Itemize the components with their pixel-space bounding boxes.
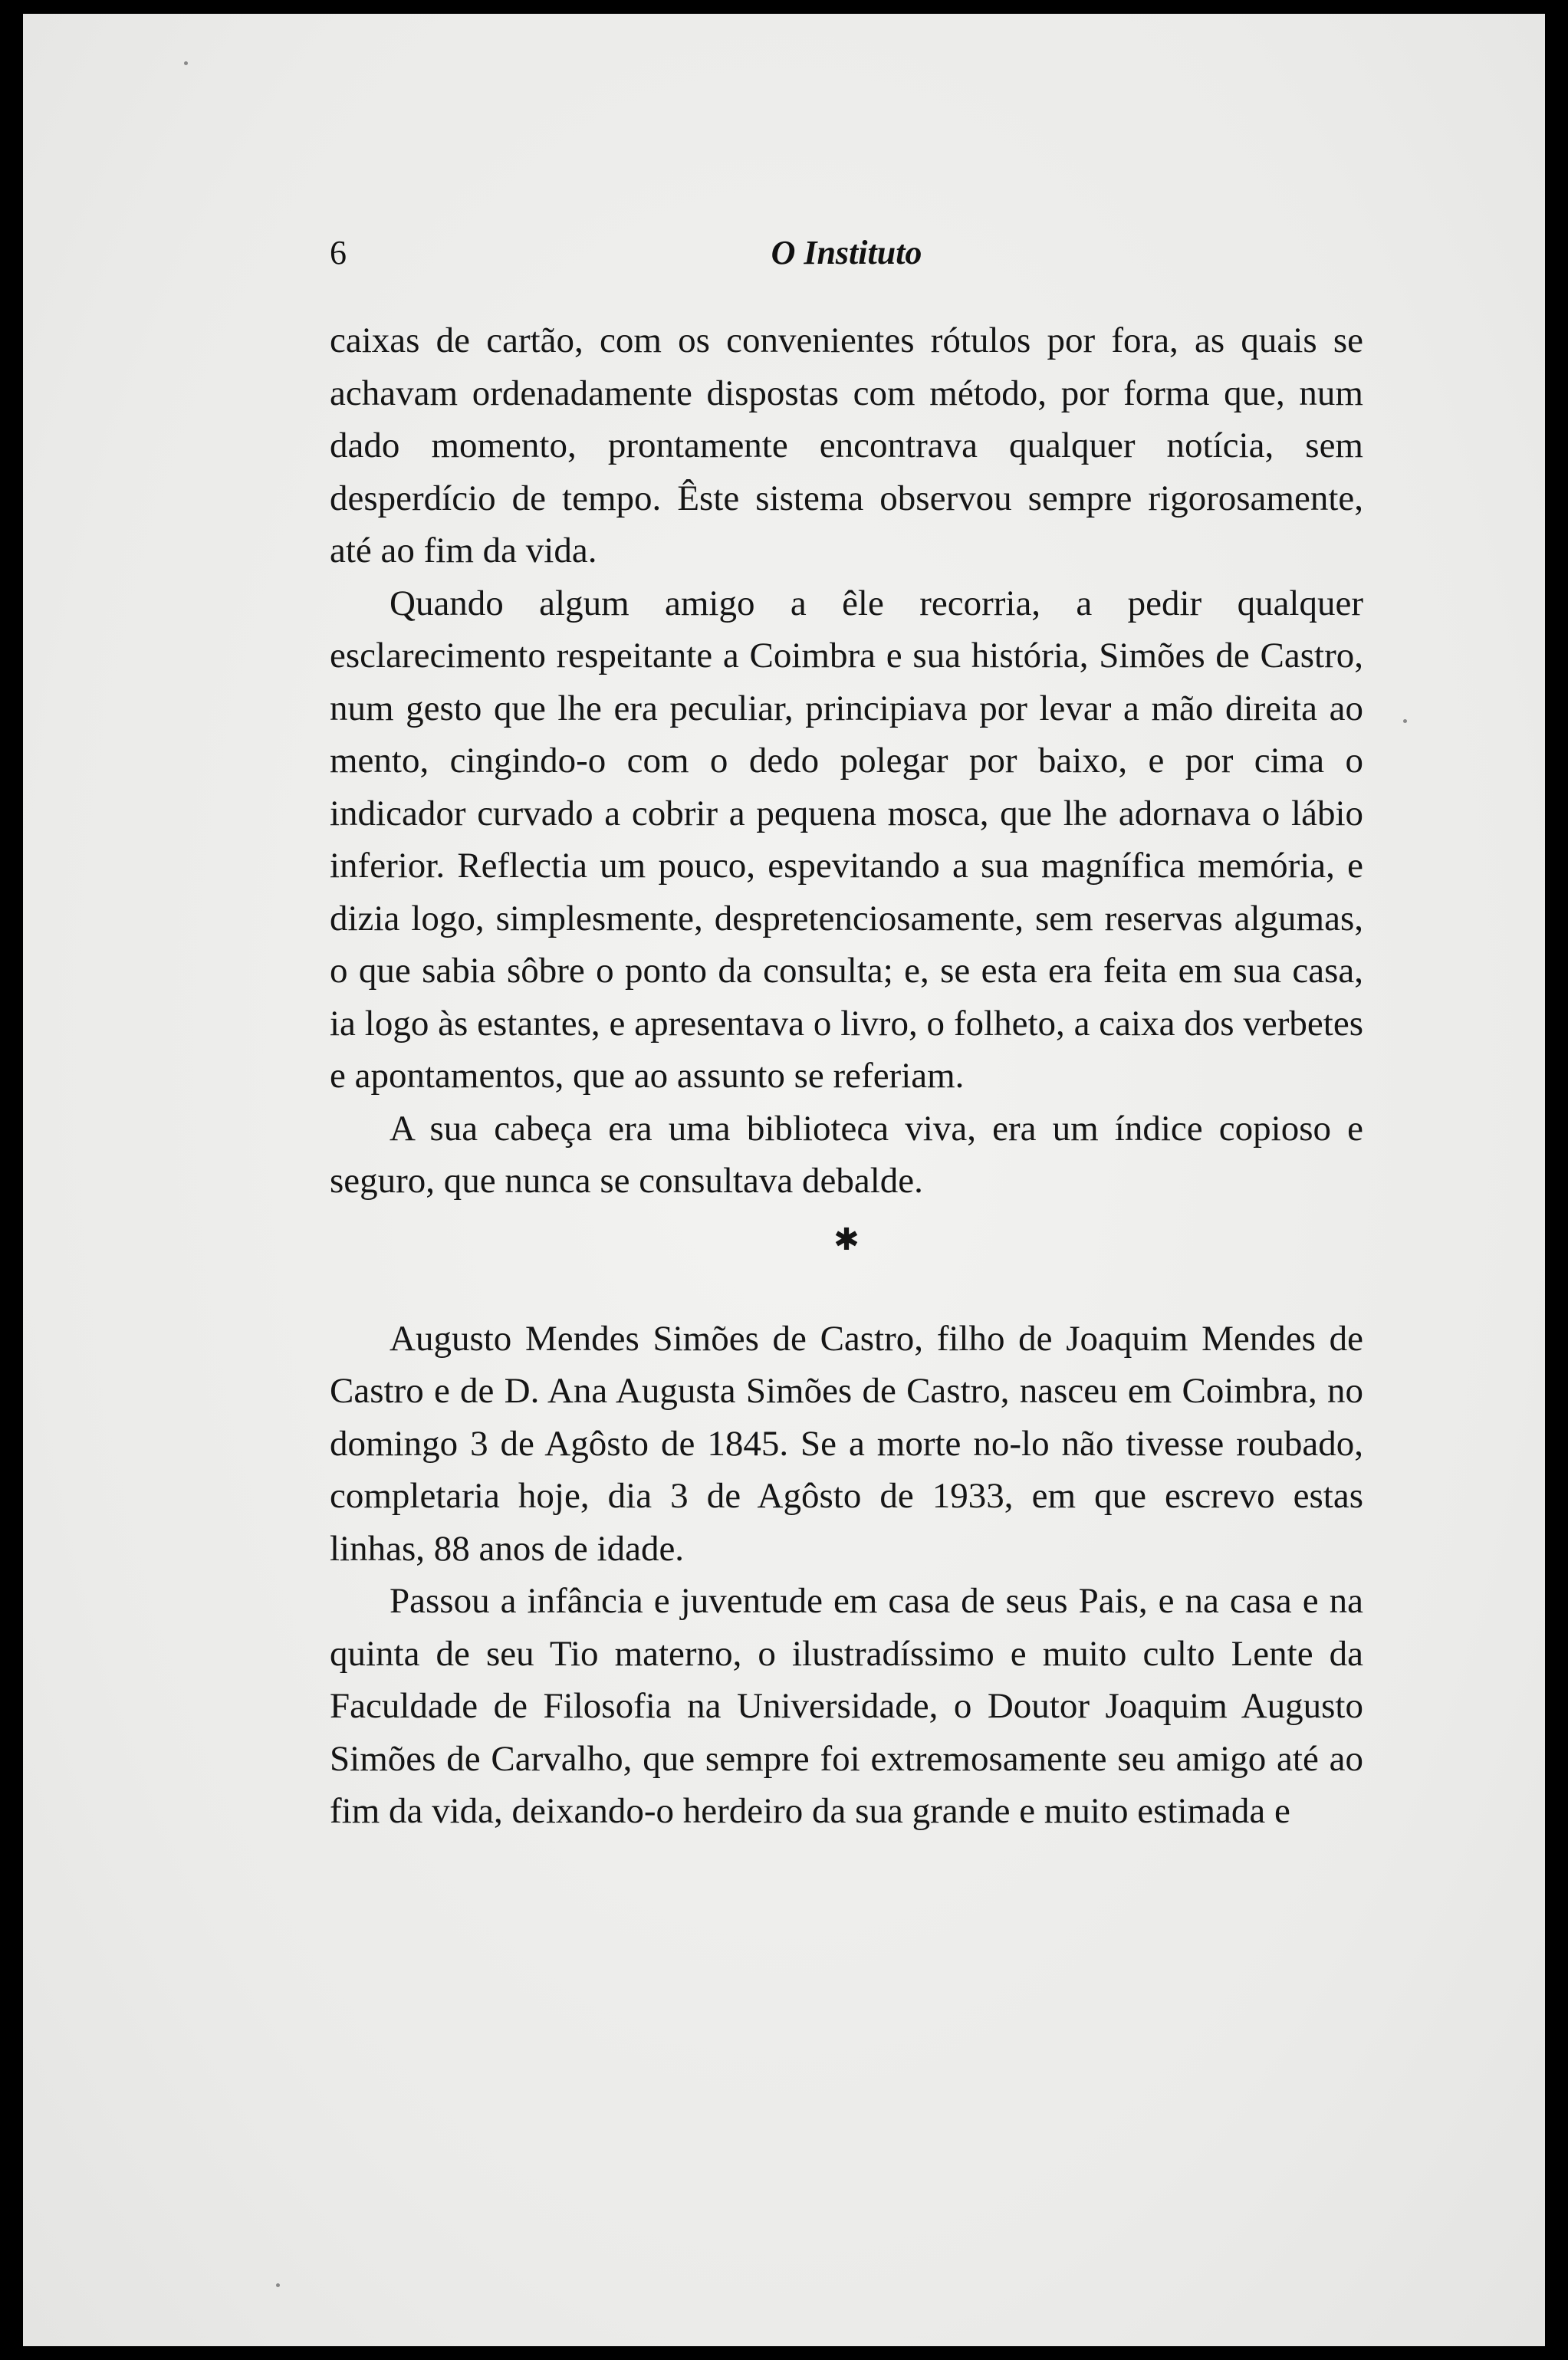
page-header (330, 233, 1363, 287)
paper-speck (1403, 719, 1407, 723)
section-separator (330, 1208, 1363, 1313)
page-number: 6 (330, 234, 347, 271)
book-page (23, 14, 1545, 2346)
paragraph: Augusto Mendes Simões de Castro, filho de Joaquim Mendes de Castro e de D. Ana Augusta Simões de Castro, nasceu em Coimbra, no domingo 3 de Agôsto de 1845. Se a morte no-lo não tivesse roubado, completaria hoje, dia 3 de Agôsto de 1933, em que escrevo estas linhas, 88 anos de idade. (330, 1318, 1363, 1569)
body-text (330, 314, 1363, 1838)
paper-speck (276, 2283, 280, 2287)
running-title: O Instituto (771, 234, 922, 271)
asterisk-icon: ✱ (833, 1221, 860, 1257)
paragraph: A sua cabeça era uma biblioteca viva, era um índice copioso e seguro, que nunca se consultava debalde. (330, 1108, 1363, 1201)
paragraph: caixas de cartão, com os convenientes rótulos por fora, as quais se achavam ordenadamente dispostas com método, por forma que, num dado momento, prontamente encontrava qualquer notícia, sem desperdício de tempo. Êste sistema observou sempre rigorosamente, até ao fim da vida. (330, 320, 1363, 570)
paragraph: Quando algum amigo a êle recorria, a pedir qualquer esclarecimento respeitante a Coimbra e sua história, Simões de Castro, num gesto que lhe era peculiar, principiava por levar a mão direita ao mento, cingindo-o com o dedo polegar por baixo, e por cima o indicador curvado a cobrir a pequena mosca, que lhe adornava o lábio inferior. Reflectia um pouco, espevitando a sua magnífica memória, e dizia logo, simplesmente, despretenciosamente, sem reservas algumas, o que sabia sôbre o ponto da consulta; e, se esta era feita em sua casa, ia logo às estantes, e apresentava o livro, o folheto, a caixa dos verbetes e apontamentos, que ao assunto se referiam. (330, 583, 1363, 1096)
paragraph: Passou a infância e juventude em casa de seus Pais, e na casa e na quinta de seu Tio materno, o ilustradíssimo e muito culto Lente da Faculdade de Filosofia na Universidade, o Doutor Joaquim Augusto Simões de Carvalho, que sempre foi extremosamente seu amigo até ao fim da vida, deixando-o herdeiro da sua grande e muito estimada e (330, 1581, 1363, 1831)
paper-speck (184, 61, 188, 65)
